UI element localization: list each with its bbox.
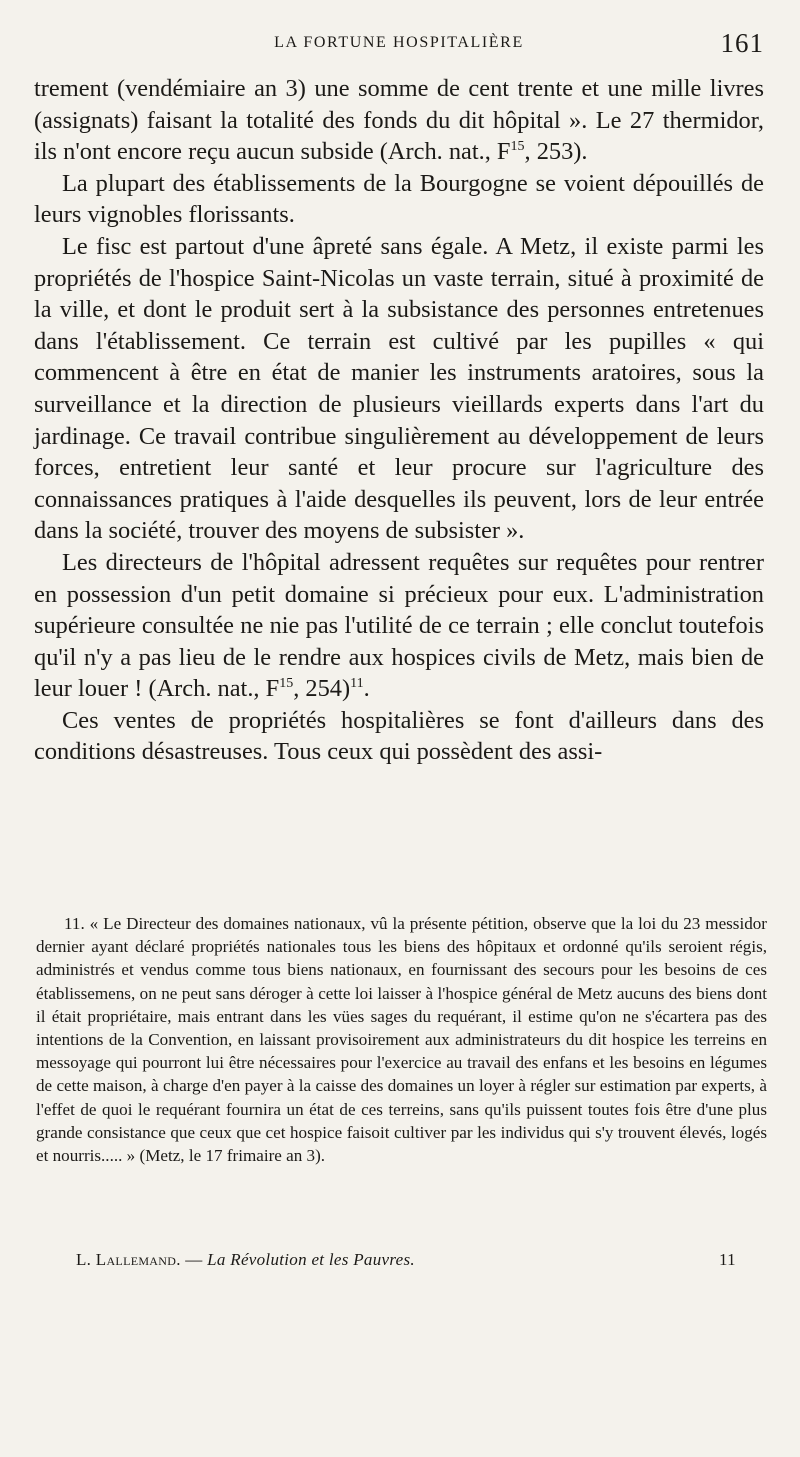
signature-author: L. Lallemand.: [76, 1250, 181, 1269]
paragraph-text: .: [363, 675, 370, 703]
superscript: 15: [510, 139, 525, 155]
paragraph-text: , 254): [293, 675, 351, 703]
paragraph: Ces ventes de propriétés hospitalières se font d'ailleurs dans des conditions désastreuses. Tous ceux qui possèdent des assi-: [34, 706, 764, 766]
footnote: [36, 912, 767, 1167]
footnote-text: 11. « Le Directeur des domaines nationaux, vû la présente pétition, observe que la loi du 23 messidor dernier ayant déclaré propriétés nationales tous les biens des hôpitaux et ordonné qu'ils seroient régis, administrés et vendus comme tous biens nationaux, en fournissant des secours pour les besoins de ces établissemens, on ne peut sans déroger à cette loi laisser à l'hospice général de Metz aucuns des biens dont il était propriétaire, mais entrant dans les vües sages du requérant, il estime qu'on ne s'écartera pas des intentions de la Convention, en laissant provisoirement aux administrateurs du dit hospice les terreins en messoyage qui pourront lui être nécessaires pour l'exercice au travail des enfans et les besoins en légumes de cette maison, à charge d'en payer à la caisse des domaines un loyer à régler sur estimation par experts, à l'effet de quoi le requérant fournira un état de ces terreins, sans qu'ils puissent toutes fois être d'une plus grande consistance que ceux que cet hospice faisoit cultiver par les individus qui s'y trouvent élevés, logés et nourris..... » (Metz, le 17 frimaire an 3).: [36, 914, 767, 1166]
paragraph: Le fisc est partout d'une âpreté sans égale. A Metz, il existe parmi les propriétés de l'hospice Saint-Nicolas un vaste terrain, situé à proximité de la ville, et dont le produit sert à la subsistance des personnes entretenues dans l'établissement. Ce terrain est cultivé par les pupilles « qui commencent à être en état de manier les instruments aratoires, sous la surveillance et la direction de plusieurs vieillards experts dans l'art du jardinage. Ce travail contribue singulièrement au développement de leurs forces, entretient leur santé et leur procure sur l'agriculture des connaissances pratiques à l'aide desquelles ils peuvent, lors de leur entrée dans la société, trouver des moyens de subsister ».: [34, 232, 764, 545]
signature-sheet-number: 11: [719, 1250, 736, 1269]
signature-dash: —: [180, 1250, 208, 1269]
page-header: [34, 30, 764, 60]
main-text: [34, 73, 764, 768]
paragraph: [34, 73, 764, 168]
signature-citation: [76, 1250, 415, 1270]
paragraph-text: Les directeurs de l'hôpital adressent requêtes sur requêtes pour rentrer en possession d'un petit domaine si précieux pour eux. L'administration supérieure consultée ne nie pas l'utilité de ce terrain ; elle conclut toutefois qu'il n'y a pas lieu de le rendre aux hospices civils de Metz, mais bien de leur louer ! (Arch. nat., F: [34, 548, 764, 703]
signature-book-title: La Révolution et les Pauvres.: [207, 1250, 415, 1269]
paragraph: [34, 547, 764, 705]
running-title: LA FORTUNE HOSPITALIÈRE: [274, 34, 524, 51]
footnote-reference: 11: [350, 676, 364, 692]
paragraph: La plupart des établissements de la Bourgogne se voient dépouillés de leurs vignobles florissants.: [34, 169, 764, 229]
paragraph-text: trement (vendémiaire an 3) une somme de cent trente et une mille livres (assignats) faisant la totalité des fonds du dit hôpital ». Le 27 thermidor, ils n'ont encore reçu aucun subside (Arch. nat., F: [34, 75, 764, 166]
superscript: 15: [279, 676, 294, 692]
page-number: 161: [720, 28, 764, 58]
paragraph-text: , 253).: [524, 138, 588, 166]
